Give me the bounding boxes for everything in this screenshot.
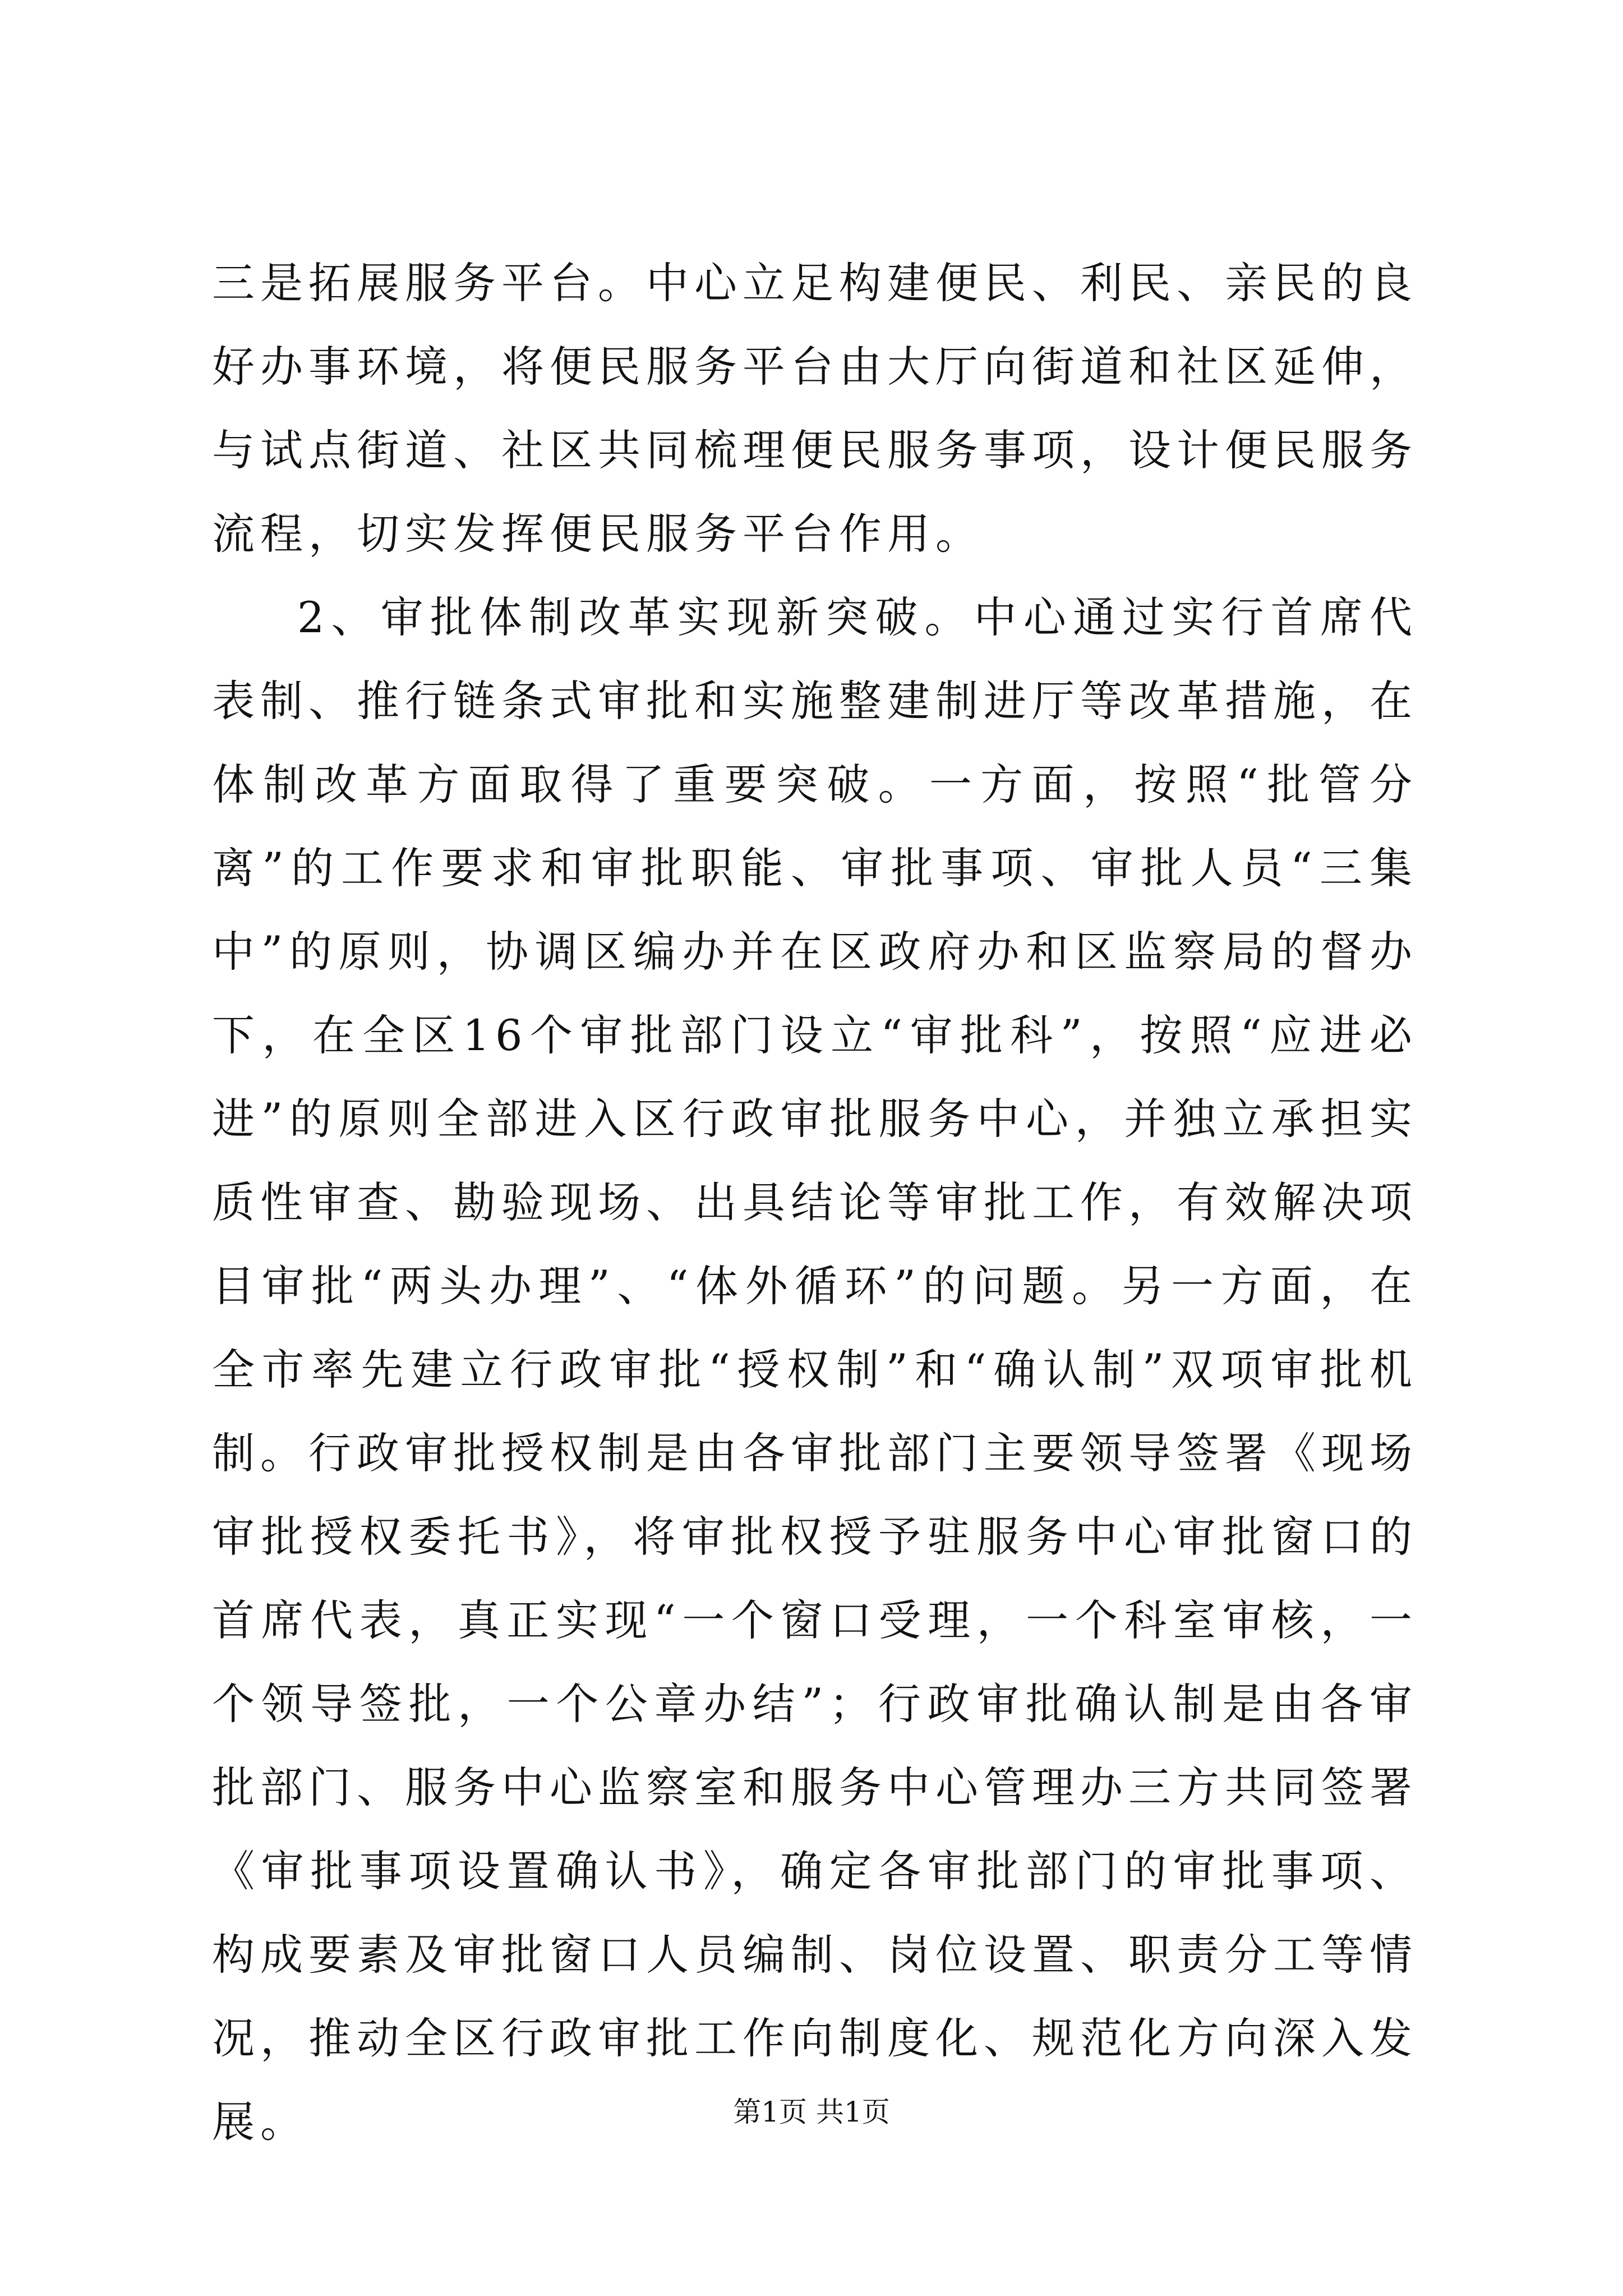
paragraph-approval-reform: 2、审批体制改革实现新突破。中心通过实行首席代表制、推行链条式审批和实施整建制进厅等改革措施，在体制改革方面取得了重要突破。一方面，按照“批管分离”的工作要求和审批职能、审批事项、审批人员“三集中”的原则，协调区编办并在区政府办和区监察局的督办下，在全区16个审批部门设立“审批科”，按照“应进必进”的原则全部进入区行政审批服务中心，并独立承担实质性审查、勘验现场、出具结论等审批工作，有效解决项目审批“两头办理”、“体外循环”的问题。另一方面，在全市率先建立行政审批“授权制”和“确认制”双项审批机制。行政审批授权制是由各审批部门主要领导签署《现场审批授权委托书》，将审批权授予驻服务中心审批窗口的首席代表，真正实现“一个窗口受理，一个科室审核，一个领导签批，一个公章办结”；行政审批确认制是由各审批部门、服务中心监察室和服务中心管理办三方共同签署《审批事项设置确认书》，确定各审批部门的审批事项、构成要素及审批窗口人员编制、岗位设置、职责分工等情况，推动全区行政审批工作向制度化、规范化方向深入发展。 xyxy=(212,592,1418,2147)
page-footer: 第1页 共1页 xyxy=(733,2096,890,2128)
paragraph-service-platform: 三是拓展服务平台。中心立足构建便民、利民、亲民的良好办事环境，将便民服务平台由大厅向街道和社区延伸，与试点街道、社区共同梳理便民服务事项，设计便民服务流程，切实发挥便民服务平台作用。 xyxy=(212,258,1418,559)
document-body xyxy=(212,241,1418,2164)
